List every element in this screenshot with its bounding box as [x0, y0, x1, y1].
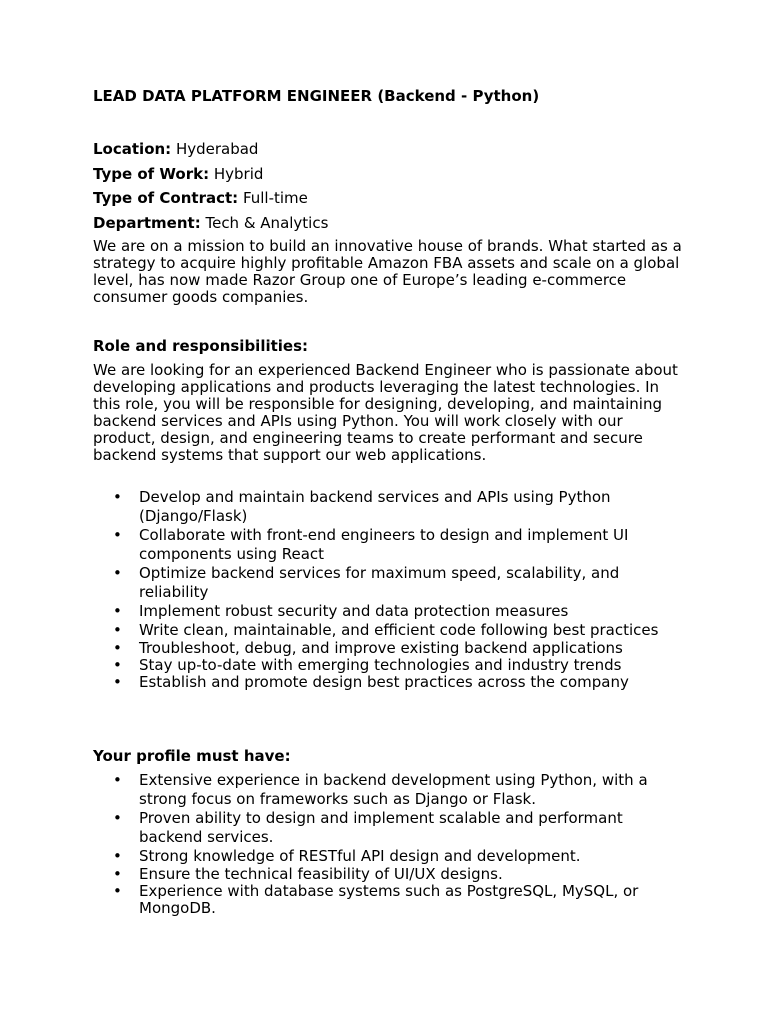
department-value: Tech & Analytics	[200, 214, 329, 232]
bullet-icon: •	[113, 865, 122, 883]
bullet-icon: •	[113, 656, 122, 674]
list-item: • Implement robust security and data protection measures	[113, 602, 569, 620]
location-value: Hyderabad	[171, 140, 259, 158]
list-item: • Troubleshoot, debug, and improve existing backend applications	[113, 639, 623, 657]
list-item: • Develop and maintain backend services and APIs using Python (Django/Flask)	[113, 488, 611, 525]
meta-work-type	[93, 165, 263, 183]
roles-heading: Role and responsibilities:	[93, 337, 309, 355]
bullet-icon: •	[113, 771, 122, 789]
meta-department	[93, 214, 328, 232]
profile-heading: Your profile must have:	[93, 747, 291, 765]
contract-type-value: Full-time	[238, 189, 308, 207]
list-item: • Collaborate with front-end engineers to design and implement UI components using React	[113, 526, 629, 563]
list-item: • Ensure the technical feasibility of UI/UX designs.	[113, 865, 503, 883]
department-label: Department:	[93, 214, 201, 232]
meta-location	[93, 140, 258, 158]
list-item: • Strong knowledge of RESTful API design and development.	[113, 847, 581, 865]
meta-contract-type	[93, 189, 308, 207]
bullet-icon: •	[113, 564, 122, 582]
job-title: LEAD DATA PLATFORM ENGINEER (Backend - Python)	[93, 87, 540, 105]
bullet-icon: •	[113, 602, 122, 620]
bullet-icon: •	[113, 639, 122, 657]
location-label: Location:	[93, 140, 172, 158]
intro-paragraph: We are on a mission to build an innovative house of brands. What started as a strategy to acquire highly profitable Amazon FBA assets and scale on a global level, has now made Razor Group one of Europe’s leading e-commerce consumer goods companies.	[93, 237, 682, 306]
bullet-icon: •	[113, 847, 122, 865]
list-item: • Experience with database systems such as PostgreSQL, MySQL, or MongoDB.	[113, 882, 639, 917]
list-item: • Establish and promote design best practices across the company	[113, 673, 629, 691]
work-type-label: Type of Work:	[93, 165, 210, 183]
list-item: • Write clean, maintainable, and efficient code following best practices	[113, 621, 659, 639]
bullet-icon: •	[113, 488, 122, 506]
roles-paragraph: We are looking for an experienced Backend Engineer who is passionate about developing applications and products leveraging the latest technologies. In this role, you will be responsible for designing, developing, and maintaining backend services and APIs using Python. You will work closely with our product, design, and engineering teams to create performant and secure backend systems that support our web applications.	[93, 361, 678, 464]
bullet-icon: •	[113, 882, 122, 900]
list-item: • Proven ability to design and implement scalable and performant backend services.	[113, 809, 623, 846]
bullet-icon: •	[113, 526, 122, 544]
roles-list	[93, 488, 683, 691]
list-item: • Stay up-to-date with emerging technologies and industry trends	[113, 656, 622, 674]
profile-list	[93, 771, 683, 917]
contract-type-label: Type of Contract:	[93, 189, 239, 207]
bullet-icon: •	[113, 621, 122, 639]
work-type-value: Hybrid	[209, 165, 264, 183]
bullet-icon: •	[113, 809, 122, 827]
bullet-icon: •	[113, 673, 122, 691]
list-item: • Extensive experience in backend development using Python, with a strong focus on frameworks such as Django or Flask.	[113, 771, 648, 808]
list-item: • Optimize backend services for maximum speed, scalability, and reliability	[113, 564, 620, 601]
